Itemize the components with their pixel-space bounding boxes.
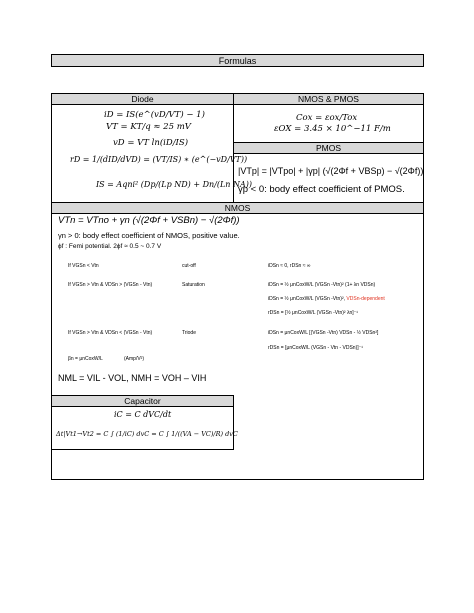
triode-condition: If VGSn > Vtn & VDSn < (VGSn - Vtn) [68,330,153,336]
pmos-threshold-eq: |VTp| = |VTpo| + |γp| (√(2Φf + VBSp) − √(2Φf)) [238,166,424,176]
capacitor-current-eq: iC = C dVC/dt [114,410,172,419]
beta-definition: βn = μnCoxW/L [68,356,103,362]
beta-unit: (Amp/V²) [124,356,144,362]
saturation-current-eq-main: iDSn = ½ μnCoxW/L (VGSn -Vtn)², [268,296,347,302]
nmos-pmos-header [233,93,424,105]
vds-dependent-note: VDSn-dependent [346,296,385,302]
triode-current-eq: iDSn = μnCoxW/L [(VGSn -Vtn) VDSn - ½ VDSn²] [268,330,379,336]
diode-current-eq: iD = IS(e^(vD/VT) − 1) [104,110,205,120]
diode-header [51,93,234,105]
cutoff-equation: iDSn ≈ 0, rDSn ≈ ∞ [268,263,311,269]
nmos-threshold-eq: VTn = VTno + γn (√(2Φf + VSBn) − √(2Φf)) [58,215,240,226]
triode-resistance-eq: rDSn = [μnCoxW/L (VGSn - Vtn - VDSn)]⁻¹ [268,345,363,351]
noise-margin-eq: NML = VIL - VOL, NMH = VOH – VIH [58,373,207,383]
capacitor-charge-time-eq: Δt|Vt1→Vt2 = C ∫ (1/iC) dvC = C ∫ 1/((VA − VC)/R) dvC [56,430,238,438]
saturation-condition: If VGSn > Vtn & VDSn > (VGSn - Vtn) [68,282,153,288]
page-title [51,54,424,67]
saturation-resistance-eq: rDSn = [½ μnCoxW/L (VGSn -Vtn)² λn]⁻¹ [268,310,358,316]
diode-voltage-eq: vD = VT ln(iD/IS) [113,138,189,148]
nmos-body-effect-text: γn > 0: body effect coefficient of NMOS, positive value. [58,231,240,240]
saturation-current-eq [268,296,385,302]
saturation-label: Saturation [182,282,205,288]
cutoff-label: cut-off [182,263,196,269]
capacitor-bottom-divider [51,449,234,450]
diode-header-text: Diode [131,94,154,104]
fermi-potential-text: ϕf : Femi potential. 2ϕf ≈ 0.5 ~ 0.7 V [58,243,162,250]
triode-label: Triode [182,330,196,336]
nmos-pmos-header-text: NMOS & PMOS [298,94,359,104]
saturation-current-lambda-eq: iDSn = ½ μnCoxW/L (VGSn -Vtn)² (1+ λn VDSn) [268,282,376,288]
nmos-header [51,202,424,214]
cutoff-condition: If VGSn < Vtn [68,263,99,269]
capacitor-header-text: Capacitor [124,396,161,406]
pmos-header [233,142,424,154]
pmos-body-effect-text: γp < 0: body effect coefficient of PMOS. [238,184,405,195]
oxide-permittivity-eq: εOX = 3.45 × 10^−11 F/m [274,124,391,134]
diode-resistance-eq: rD = 1/(dID/dVD) = (VT/IS) ∗ (e^(−vD/VT)) [70,155,248,164]
oxide-capacitance-eq: Cox = εox/Tox [296,113,358,123]
pmos-header-text: PMOS [315,143,342,153]
nmos-header-text: NMOS [224,203,251,213]
capacitor-header [51,395,234,407]
page-title-text: Formulas [218,56,257,66]
capacitor-right-divider [233,395,234,449]
saturation-current-eq: IS = Aqni² (Dp/(Lp ND) + Dn/(Ln NA)) [96,180,252,189]
thermal-voltage-eq: VT = KT/q ≈ 25 mV [106,122,191,132]
